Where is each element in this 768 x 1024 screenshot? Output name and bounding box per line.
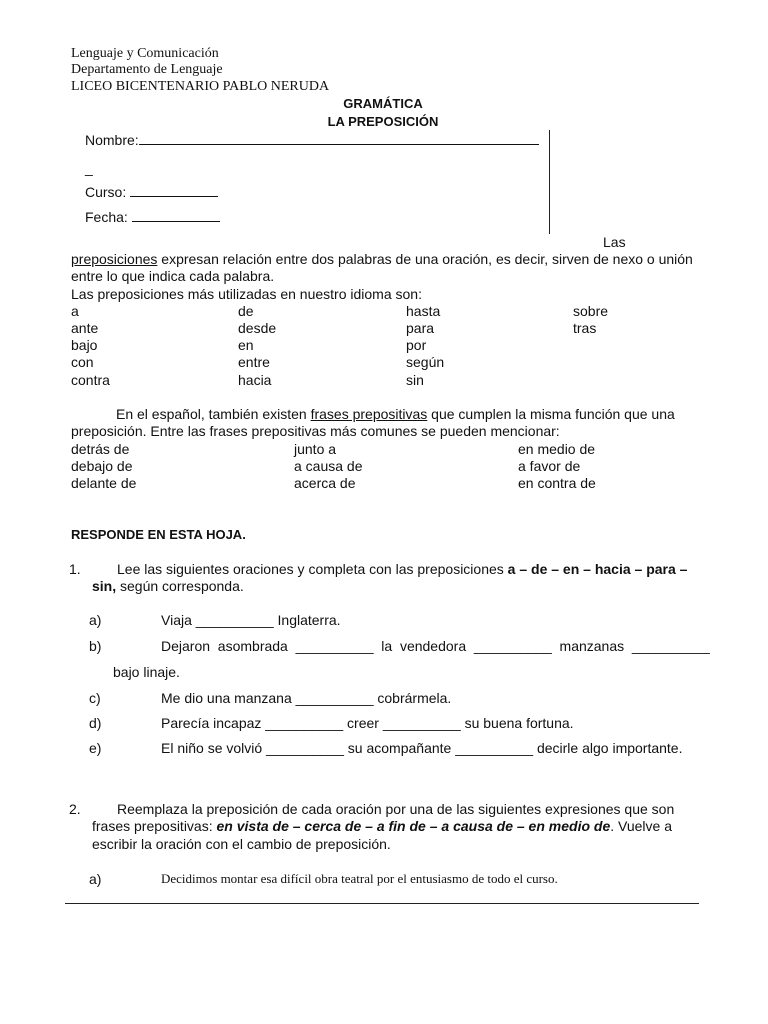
preposition-cell: con — [71, 354, 94, 370]
exercise-2-text-c: . Vuelve a — [610, 818, 672, 834]
phrase-cell: en medio de — [518, 441, 596, 457]
item-label: a) — [89, 612, 102, 628]
item-label: e) — [89, 740, 102, 756]
name-field[interactable] — [85, 132, 539, 148]
intro-line-1-rest: expresan relación entre dos palabras de una oración, es decir, sirven de nexo o unión — [157, 251, 693, 267]
intro-line-3: Las preposiciones más utilizadas en nuestro idioma son: — [71, 286, 422, 302]
exercise-1-number: 1. — [69, 561, 81, 577]
course-field[interactable] — [85, 184, 218, 200]
phrases-term: frases prepositivas — [310, 406, 428, 422]
exercise-1-text-a: Lee las siguientes oraciones y completa con las preposiciones — [117, 561, 508, 577]
exercise-2-instruction-line-3: escribir la oración con el cambio de preposición. — [92, 836, 391, 852]
item-sentence[interactable]: Viaja __________ Inglaterra. — [161, 612, 341, 628]
preposition-cell: entre — [238, 354, 270, 370]
exercise-2-instruction-line-2 — [92, 818, 672, 834]
date-label: Fecha: — [85, 209, 128, 225]
preposition-cell: hasta — [406, 303, 441, 319]
name-field-continuation: _ — [85, 160, 93, 176]
phrases-intro-line-2: preposición. Entre las frases prepositivas más comunes se pueden mencionar: — [71, 423, 560, 439]
item-sentence: Decidimos montar esa difícil obra teatral por el entusiasmo de todo el curso. — [161, 871, 558, 886]
name-label: Nombre: — [85, 132, 139, 148]
page-subtitle: LA PREPOSICIÓN — [327, 114, 439, 129]
school-name: LICEO BICENTENARIO PABLO NERUDA — [71, 79, 330, 94]
intro-line-2: entre lo que indica cada palabra. — [71, 268, 275, 284]
phrase-cell: a favor de — [518, 458, 581, 474]
item-label: d) — [89, 715, 102, 731]
exercise-1-options-2: sin, — [92, 578, 117, 594]
department-line: Departamento de Lenguaje — [71, 62, 223, 77]
phrase-cell: acerca de — [294, 475, 356, 491]
preposition-cell: por — [406, 337, 427, 353]
phrase-cell: junto a — [294, 441, 337, 457]
item-label: c) — [89, 690, 101, 706]
intro-line-1 — [71, 251, 693, 267]
intro-las: Las — [603, 234, 626, 250]
item-label: a) — [89, 871, 102, 887]
phrase-cell: a causa de — [294, 458, 363, 474]
preposition-cell: para — [406, 320, 435, 336]
answer-line[interactable] — [65, 903, 699, 904]
exercise-2-number: 2. — [69, 801, 81, 817]
preposition-cell: en — [238, 337, 254, 353]
header-divider — [549, 130, 550, 234]
preposition-cell: a — [71, 303, 79, 319]
exercise-2-instruction-line-1: Reemplaza la preposición de cada oración por una de las siguientes expresiones que son — [117, 801, 675, 817]
exercise-2-options: en vista de – cerca de – a fin de – a causa de – en medio de — [216, 818, 611, 834]
subject-line: Lenguaje y Comunicación — [71, 46, 219, 61]
intro-term: preposiciones — [71, 251, 158, 267]
preposition-cell: ante — [71, 320, 99, 336]
course-label: Curso: — [85, 184, 127, 200]
preposition-cell: sin — [406, 372, 424, 388]
exercise-1-instruction-line-1 — [117, 561, 687, 577]
exercise-1-options: a – de – en – hacia – para – — [507, 561, 688, 577]
phrase-cell: en contra de — [518, 475, 596, 491]
item-sentence[interactable]: Me dio una manzana __________ cobrármela. — [161, 690, 452, 706]
page-title: GRAMÁTICA — [343, 96, 423, 111]
name-blank[interactable] — [139, 132, 539, 145]
phrases-intro-line-1 — [116, 406, 675, 422]
date-field[interactable] — [85, 209, 220, 225]
item-sentence[interactable]: El niño se volvió __________ su acompañante __________ decirle algo importante. — [161, 740, 683, 756]
preposition-cell: hacia — [238, 372, 272, 388]
preposition-cell: bajo — [71, 337, 98, 353]
item-label: b) — [89, 638, 102, 654]
phrases-intro-rest: que cumplen la misma función que una — [427, 406, 675, 422]
date-blank[interactable] — [132, 209, 220, 222]
exercise-2-text-b: frases prepositivas: — [92, 818, 217, 834]
item-sentence[interactable]: Dejaron asombrada __________ la vendedora __________ manzanas __________ — [161, 638, 710, 654]
item-sentence[interactable]: Parecía incapaz __________ creer __________ su buena fortuna. — [161, 715, 574, 731]
preposition-cell: contra — [71, 372, 110, 388]
phrases-intro-start: En el español, también existen — [116, 406, 311, 422]
phrase-cell: debajo de — [71, 458, 133, 474]
phrase-cell: detrás de — [71, 441, 130, 457]
preposition-cell: según — [406, 354, 445, 370]
preposition-cell: desde — [238, 320, 277, 336]
phrase-cell: delante de — [71, 475, 137, 491]
course-blank[interactable] — [130, 184, 218, 197]
preposition-cell: sobre — [573, 303, 609, 319]
exercise-1-text-b: según corresponda. — [116, 578, 244, 594]
item-sentence-continuation: bajo linaje. — [113, 664, 180, 680]
exercise-1-instruction-line-2 — [92, 578, 244, 594]
respond-heading: RESPONDE EN ESTA HOJA. — [71, 527, 246, 542]
preposition-cell: de — [238, 303, 254, 319]
preposition-cell: tras — [573, 320, 597, 336]
